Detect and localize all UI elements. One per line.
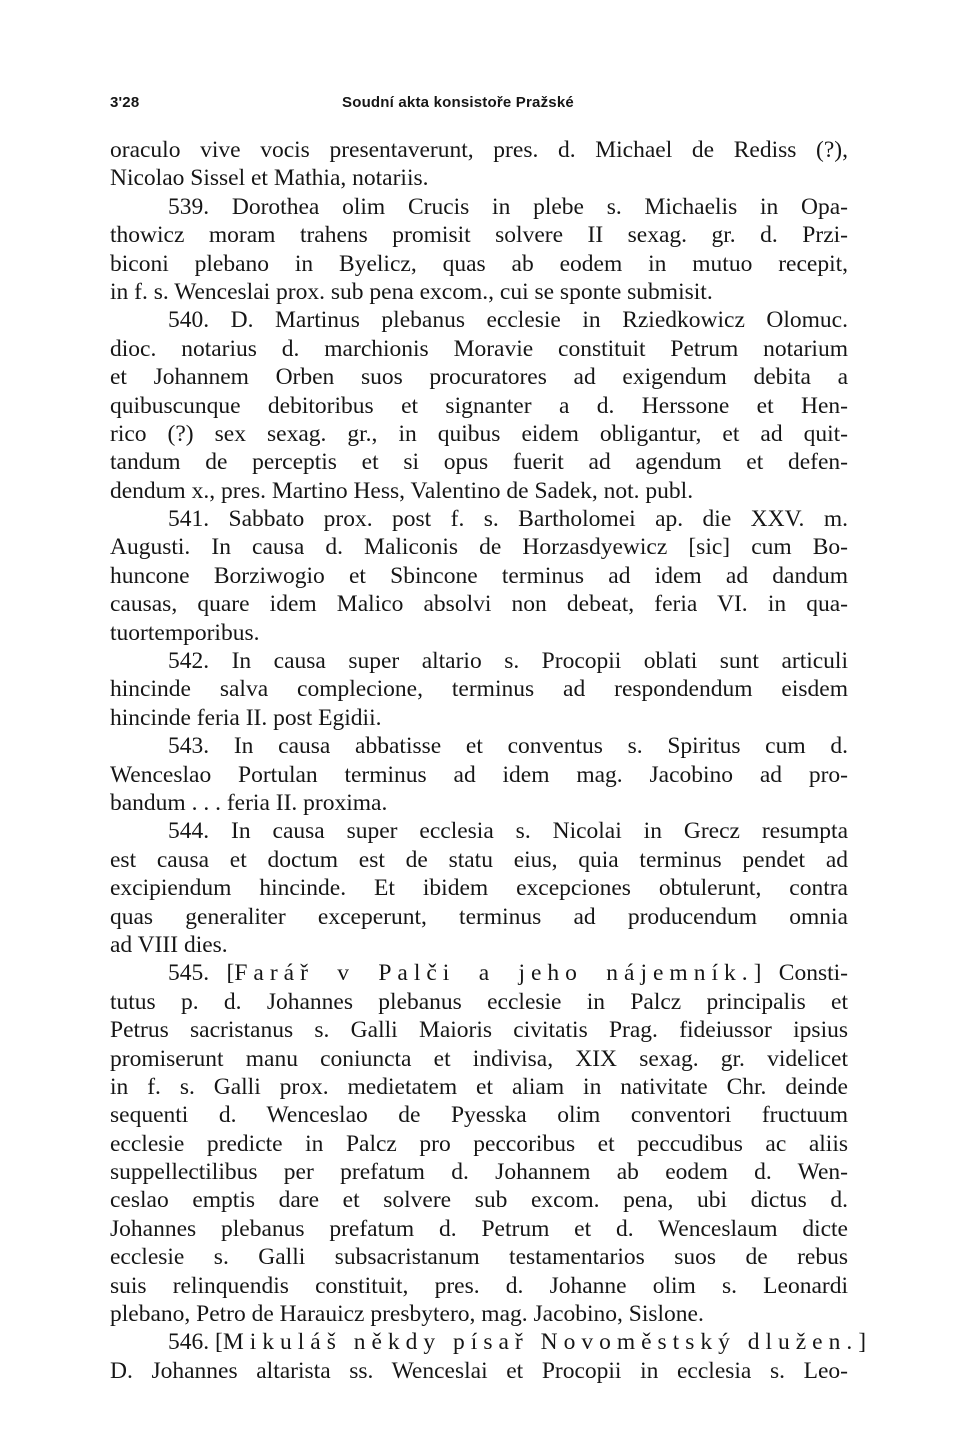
- text-line: dendum x., pres. Martino Hess, Valentino de Sadek, not. publ.: [110, 477, 694, 504]
- text-line: 542. In causa super altario s. Procopii oblati sunt articuli: [168, 648, 848, 675]
- text-line: sequenti d. Wenceslao de Pyesska olim conventori fructuum: [110, 1102, 848, 1129]
- text-line: causas, quare idem Malico absolvi non debeat, feria VI. in qua-: [110, 591, 848, 618]
- text-line: ceslao emptis dare et solvere sub excom. pena, ubi dictus d.: [110, 1187, 848, 1214]
- text-line: Petrus sacristanus s. Galli Maioris civitatis Prag. fideiussor ipsius: [110, 1017, 848, 1044]
- line-tail: ]: [858, 1329, 867, 1356]
- text-line: [110, 959, 848, 987]
- section-heading-spaced: Mikuláš někdy písař Novoměstský dlužen.: [222, 1329, 859, 1356]
- line-lead: 546. [: [168, 1329, 223, 1356]
- text-line: biconi plebano in Byelicz, quas ab eodem in mutuo recepit,: [110, 250, 848, 277]
- text-line: bandum . . . feria II. proxima.: [110, 789, 388, 816]
- text-line: dioc. notarius d. marchionis Moravie constituit Petrum notarium: [110, 335, 848, 362]
- running-head: [110, 86, 848, 116]
- book-page: [110, 86, 867, 1385]
- text-line: huncone Borziwogio et Sbincone terminus ad idem ad dandum: [110, 562, 848, 589]
- running-title: Soudní akta konsistoře Pražské: [342, 94, 574, 111]
- text-line: hincinde salva complecione, terminus ad respondendum eisdem: [110, 676, 848, 703]
- text-line: [110, 1328, 867, 1356]
- body-text: [110, 136, 867, 1385]
- text-line: 540. D. Martinus plebanus ecclesie in Rziedkowicz Olomuc.: [168, 307, 848, 334]
- text-line: in f. s. Wenceslai prox. sub pena excom., cui se sponte submisit.: [110, 278, 713, 305]
- text-line: excipiendum hincinde. Et ibidem excepciones obtulerunt, contra: [110, 875, 848, 902]
- section-heading-spaced: Farář v Palči a jeho nájemník.: [234, 960, 754, 987]
- line-lead: 545. [: [168, 960, 235, 987]
- text-line: quibuscunque debitoribus et signanter a d. Herssone et Hen-: [110, 392, 848, 419]
- text-line: tuortemporibus.: [110, 619, 260, 646]
- text-line: in f. s. Galli prox. medietatem et aliam in nativitate Chr. deinde: [110, 1073, 848, 1100]
- line-tail: ] Consti-: [753, 960, 848, 987]
- text-line: quas generaliter exceperunt, terminus ad producendum omnia: [110, 903, 848, 930]
- text-line: 539. Dorothea olim Crucis in plebe s. Michaelis in Opa-: [168, 193, 848, 220]
- text-line: rico (?) sex sexag. gr., in quibus eidem obligantur, et ad quit-: [110, 420, 848, 447]
- text-line: suppellectilibus per prefatum d. Johannem ab eodem d. Wen-: [110, 1159, 848, 1186]
- text-line: Johannes plebanus prefatum d. Petrum et d. Wenceslaum dicte: [110, 1215, 848, 1242]
- text-line: hincinde feria II. post Egidii.: [110, 704, 382, 731]
- text-line: oraculo vive vocis presentaverunt, pres. d. Michael de Rediss (?),: [110, 137, 848, 163]
- page-number: 3'28: [110, 94, 140, 111]
- text-line: ad VIII dies.: [110, 931, 228, 958]
- text-line: 544. In causa super ecclesia s. Nicolai in Grecz resumpta: [168, 818, 848, 845]
- text-line: 541. Sabbato prox. post f. s. Bartholomei ap. die XXV. m.: [168, 506, 848, 533]
- text-line: Nicolao Sissel et Mathia, notariis.: [110, 165, 429, 192]
- text-line: est causa et doctum est de statu eius, quia terminus pendet ad: [110, 846, 848, 873]
- text-line: tutus p. d. Johannes plebanus ecclesie in Palcz principalis et: [110, 988, 848, 1015]
- text-line: Wenceslao Portulan terminus ad idem mag. Jacobino ad pro-: [110, 761, 848, 788]
- text-line: 543. In causa abbatisse et conventus s. Spiritus cum d.: [168, 733, 848, 760]
- text-line: plebano, Petro de Harauicz presbytero, mag. Jacobino, Sislone.: [110, 1301, 704, 1328]
- text-line: ecclesie s. Galli subsacristanum testamentarios suos de rebus: [110, 1244, 848, 1271]
- text-line: D. Johannes altarista ss. Wenceslai et Procopii in ecclesia s. Leo-: [110, 1357, 848, 1384]
- text-line: suis relinquendis constituit, pres. d. Johanne olim s. Leonardi: [110, 1272, 848, 1299]
- text-line: promiserunt manu coniuncta et indivisa, XIX sexag. gr. videlicet: [110, 1045, 848, 1072]
- text-line: ecclesie predicte in Palcz pro peccoribus et peccudibus ac aliis: [110, 1130, 848, 1157]
- text-line: thowicz moram trahens promisit solvere II sexag. gr. d. Przi-: [110, 222, 848, 249]
- text-line: et Johannem Orben suos procuratores ad exigendum debita a: [110, 364, 848, 391]
- text-line: Augusti. In causa d. Maliconis de Horzasdyewicz [sic] cum Bo-: [110, 534, 848, 561]
- text-line: tandum de perceptis et si opus fuerit ad agendum et defen-: [110, 449, 848, 476]
